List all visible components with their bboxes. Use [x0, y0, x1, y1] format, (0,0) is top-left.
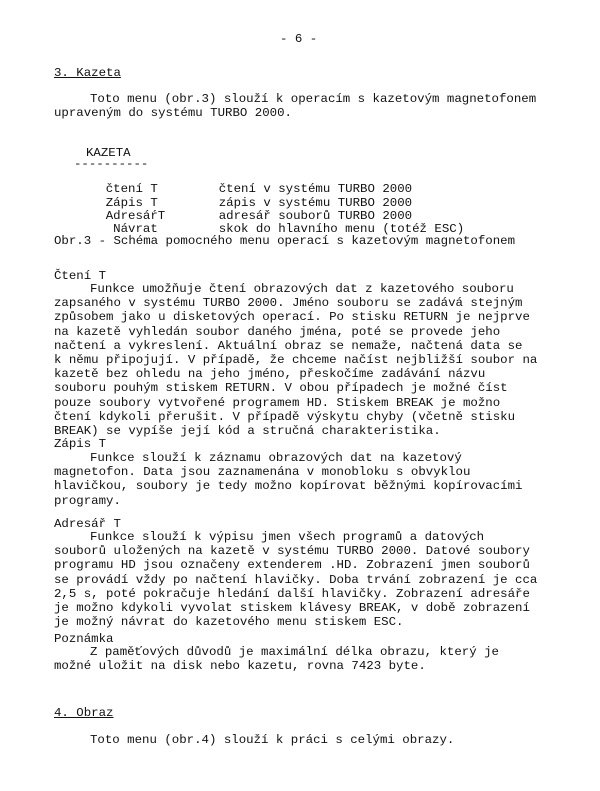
body-line: Funkce slouží k záznamu obrazových dat na kazetový: [90, 451, 462, 465]
menu-row-key: čtení T: [105, 182, 158, 197]
menu-row-desc: skok do hlavního menu (totéž ESC): [218, 222, 465, 237]
body-line: čtení kdykoli přerušit. V případě výskytu chyby (včetně stisku: [54, 409, 516, 424]
section-3-intro-line-1: Toto menu (obr.3) slouží k operacím s kazetovým magnetofonem: [90, 92, 537, 106]
subsection-title-zapis: Zápis T: [54, 437, 107, 451]
section-4-intro: Toto menu (obr.4) slouží k práci s celými obrazy.: [90, 733, 455, 747]
menu-title: KAZETA: [86, 146, 131, 160]
section-4-heading: 4. Obraz: [54, 706, 114, 720]
subsection-body-cteni: [54, 282, 548, 438]
body-line: Z paměťových důvodů je maximální délka obrazu, který je: [90, 645, 499, 659]
page-number: - 6 -: [280, 32, 318, 46]
section-3-heading: 3. Kazeta: [54, 66, 121, 80]
menu-row-key: AdresáŕT: [105, 209, 166, 224]
body-line: programy.: [54, 493, 121, 508]
body-line: se provádí vždy po načtení hlavičky. Doba trvání zobrazení je cca: [54, 572, 538, 587]
body-line: na kazetě vyhledán soubor daného jména, poté se provede jeho: [54, 324, 501, 339]
subsection-body-poznamka: [54, 645, 548, 673]
menu-row-key: Návrat: [105, 222, 158, 237]
menu-row-desc: zápis v systému TURBO 2000: [218, 196, 413, 211]
body-line: načtení a vykreslení. Aktuální obraz se nemaže, načtená data se: [54, 338, 523, 353]
menu-separator: ----------: [74, 157, 149, 171]
body-line: BREAK) se vypíše její kód a stručná charakteristika.: [54, 424, 441, 439]
body-line: magnetofon. Data jsou zaznamenána v monobloku s obvyklou: [54, 465, 471, 480]
subsection-title-adresar: Adresář T: [54, 517, 121, 531]
body-line: Funkce slouží k výpisu jmen všech programů a datových: [90, 530, 485, 544]
figure-caption: Obr.3 - Schéma pomocného menu operací s kazetovým magnetofonem: [54, 234, 516, 248]
body-line: souboru pouhým stiskem RETURN. V obou případech je možné číst: [54, 381, 508, 396]
subsection-title-cteni: Čtení T: [54, 269, 107, 283]
body-line: zapsaného v systému TURBO 2000. Jméno souboru se zadává stejným: [54, 296, 523, 311]
section-3-intro-line-2: upraveným do systému TURBO 2000.: [54, 106, 292, 120]
body-line: 2,5 s, poté pokračuje hledání další hlavičky. Zobrazení adresáře: [54, 586, 530, 601]
menu-row-key: Zápis T: [105, 196, 158, 211]
body-line: možné uložit na disk nebo kazetu, rovna 7423 byte.: [54, 659, 426, 674]
body-line: je možný návrat do kazetového menu stiskem ESC.: [54, 615, 404, 630]
subsection-body-adresar: [54, 530, 548, 629]
body-line: Funkce umožňuje čtení obrazových dat z kazetového souboru: [90, 282, 514, 296]
body-line: hlavičkou, soubory je tedy možno kopírovat běžnými kopírovacími: [54, 479, 523, 494]
body-line: je možno kdykoli vyvolat stiskem klávesy BREAK, v době zobrazení: [54, 601, 530, 616]
body-line: kazetě bez ohledu na jeho jméno, přeskočíme zadávání názvu: [54, 367, 486, 382]
menu-row-desc: čtení v systému TURBO 2000: [218, 182, 413, 197]
subsection-title-poznamka: Poznámka: [54, 632, 114, 646]
menu-row-desc: adresář souborů TURBO 2000: [218, 209, 413, 224]
body-line: způsobem jako u disketových operací. Po stisku RETURN je nejprve: [54, 310, 530, 325]
body-line: k němu připojují. V případě, že chceme načíst nejbližší soubor na: [54, 353, 538, 368]
body-line: programu HD jsou označeny extenderem .HD. Zobrazení jmen souborů: [54, 558, 530, 573]
body-line: pouze soubory vytvořené programem HD. Stiskem BREAK je možno: [54, 395, 501, 410]
body-line: souborů uložených na kazetě v systému TURBO 2000. Datové soubory: [54, 544, 530, 559]
subsection-body-zapis: [54, 451, 548, 508]
